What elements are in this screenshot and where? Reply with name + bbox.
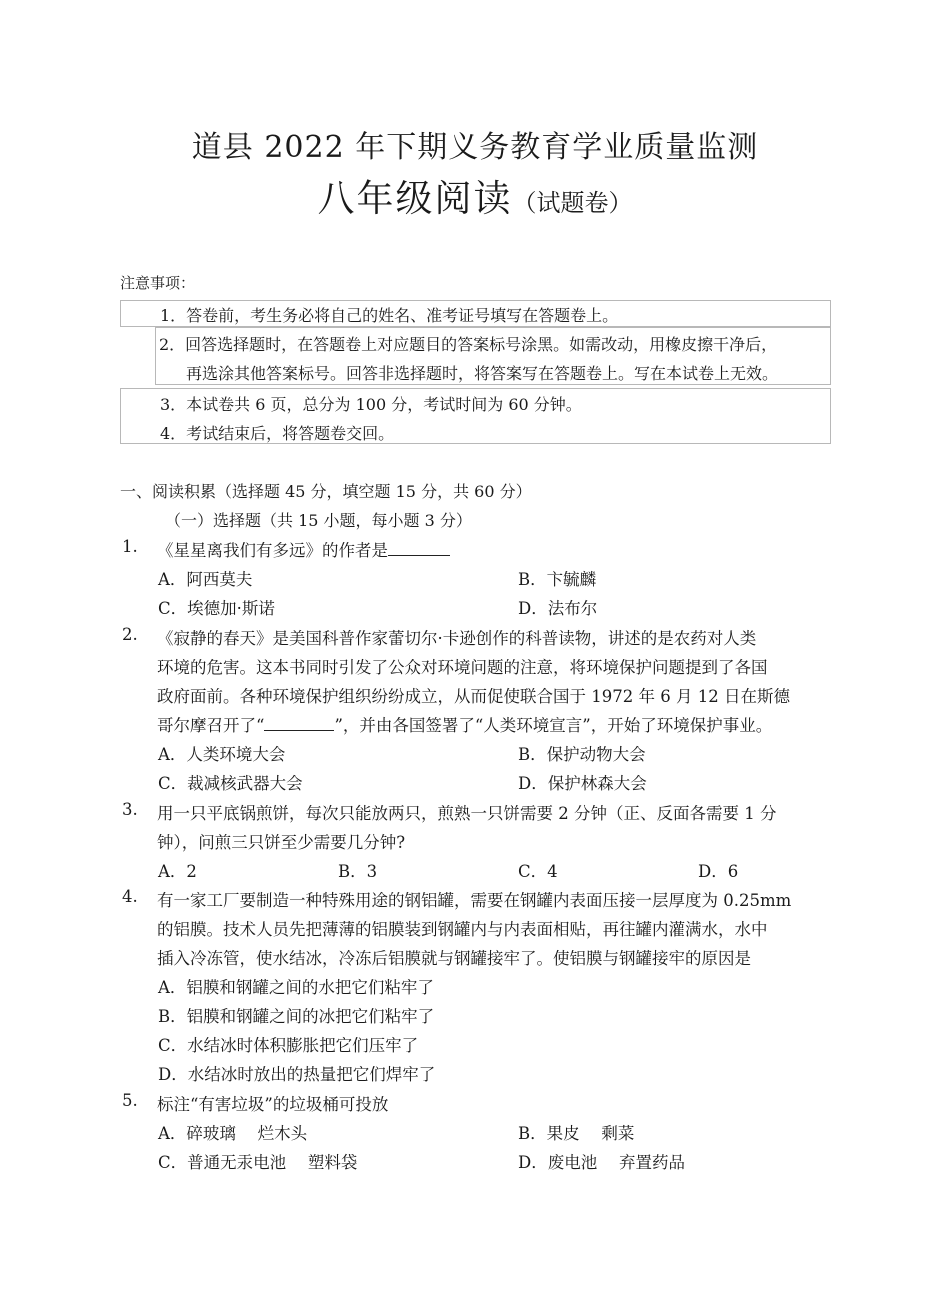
notice-item-2: 2．回答选择题时，在答题卷上对应题目的答案标号涂黑。如需改动，用橡皮擦干净后， xyxy=(159,335,778,354)
q2-line-4 xyxy=(157,712,772,736)
q2-answer-blank[interactable] xyxy=(264,716,334,731)
section-title: 一、阅读积累（选择题 45 分，填空题 15 分，共 60 分） xyxy=(120,482,532,501)
q2-option-c: C．裁减核武器大会 xyxy=(158,774,303,793)
exam-title: 道县 2022 年下期义务教育学业质量监测 xyxy=(191,130,759,165)
q4-option-b: B．铝膜和钢罐之间的冰把它们粘牢了 xyxy=(158,1007,435,1026)
grade-subject: 八年级阅读 xyxy=(317,177,513,220)
notice-item-1: 1．答卷前，考生务必将自己的姓名、准考证号填写在答题卷上。 xyxy=(160,306,619,325)
q5-option-c: C．普通无汞电池 塑料袋 xyxy=(158,1153,358,1172)
q4-line-1: 有一家工厂要制造一种特殊用途的钢铝罐，需要在钢罐内表面压接一层厚度为 0.25mm xyxy=(157,891,792,910)
notice-heading: 注意事项： xyxy=(120,274,196,292)
paper-type: （试题卷） xyxy=(512,189,633,217)
q1-option-d: D．法布尔 xyxy=(518,599,598,618)
q2-option-d: D．保护林森大会 xyxy=(518,774,647,793)
q3-line-2: 钟），问煎三只饼至少需要几分钟? xyxy=(157,833,406,852)
q5-stem: 标注“有害垃圾”的垃圾桶可投放 xyxy=(157,1095,389,1114)
q3-option-b: B．3 xyxy=(338,862,378,881)
section-subtitle: （一）选择题（共 15 小题，每小题 3 分） xyxy=(165,511,472,530)
q1-answer-blank[interactable] xyxy=(388,541,450,556)
q2-number: 2. xyxy=(122,625,138,644)
q5-option-b: B．果皮 剩菜 xyxy=(518,1124,635,1143)
q1-option-a: A．阿西莫夫 xyxy=(158,570,253,589)
q4-number: 4. xyxy=(122,887,138,906)
q1-option-c: C．埃德加·斯诺 xyxy=(158,599,275,618)
q1-stem xyxy=(157,537,450,561)
q1-number: 1. xyxy=(122,537,138,556)
q3-option-c: C．4 xyxy=(518,862,558,881)
q2-line-4-pre: 哥尔摩召开了“ xyxy=(157,716,265,735)
q2-option-a: A．人类环境大会 xyxy=(158,745,286,764)
q1-option-b: B．卞毓麟 xyxy=(518,570,597,589)
q5-option-d: D．废电池 弃置药品 xyxy=(518,1153,685,1172)
q3-line-1: 用一只平底锅煎饼，每次只能放两只，煎熟一只饼需要 2 分钟（正、反面各需要 1 分 xyxy=(157,804,777,823)
q1-stem-text: 《星星离我们有多远》的作者是 xyxy=(157,541,388,560)
q4-line-3: 插入冷冻管，使水结冰，冷冻后铝膜就与钢罐接牢了。使铝膜与钢罐接牢的原因是 xyxy=(157,949,751,968)
q2-line-4-post: ”，并由各国签署了“人类环境宣言”，开始了环境保护事业。 xyxy=(334,716,773,735)
notice-item-4: 4．考试结束后，将答题卷交回。 xyxy=(160,424,395,443)
q4-line-2: 的铝膜。技术人员先把薄薄的铝膜装到钢罐内与内表面相贴，再往罐内灌满水，水中 xyxy=(157,920,768,939)
q4-option-a: A．铝膜和钢罐之间的水把它们粘牢了 xyxy=(158,978,434,997)
q5-option-a: A．碎玻璃 烂木头 xyxy=(158,1124,308,1143)
q2-line-1: 《寂静的春天》是美国科普作家蕾切尔·卡逊创作的科普读物，讲述的是农药对人类 xyxy=(157,629,757,648)
q4-option-d: D．水结冰时放出的热量把它们焊牢了 xyxy=(158,1065,436,1084)
q2-line-2: 环境的危害。这本书同时引发了公众对环境问题的注意，将环境保护问题提到了各国 xyxy=(157,658,768,677)
q3-option-d: D．6 xyxy=(698,862,739,881)
q2-option-b: B．保护动物大会 xyxy=(518,745,646,764)
exam-subtitle xyxy=(0,168,950,222)
q5-number: 5. xyxy=(122,1091,138,1110)
q4-option-c: C．水结冰时体积膨胀把它们压牢了 xyxy=(158,1036,419,1055)
q3-number: 3. xyxy=(122,800,138,819)
q2-line-3: 政府面前。各种环境保护组织纷纷成立，从而促使联合国于 1972 年 6 月 12 日在斯德 xyxy=(157,687,790,706)
q3-option-a: A．2 xyxy=(158,862,197,881)
notice-item-3: 3．本试卷共 6 页，总分为 100 分，考试时间为 60 分钟。 xyxy=(160,395,582,414)
notice-item-2-cont: 再选涂其他答案标号。回答非选择题时，将答案写在答题卷上。写在本试卷上无效。 xyxy=(186,364,779,383)
